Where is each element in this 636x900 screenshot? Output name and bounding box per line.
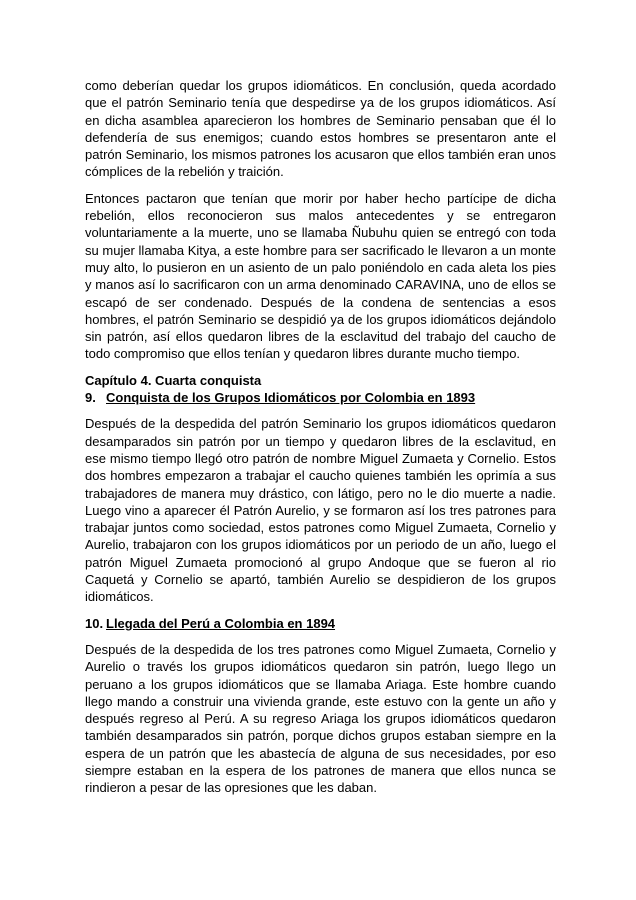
paragraph: Entonces pactaron que tenían que morir por haber hecho partícipe de dicha rebelión, ellos reconocieron sus malos antecedentes y se entregaron voluntariamente a la muerte, uno se llamaba Ñubuhu quien se entregó con toda su mujer llamaba Kitya, a este hombre para ser sacrificado le llevaron a un monte muy alto, lo pusieron en un asiento de un palo poniéndolo en cada aleta los pies y manos así lo sacrificaron con un arma denominado CARAVINA, uno de ellos se escapó de ser condenado. Después de la condena de sentencias a esos hombres, el patrón Seminario se despidió ya de los grupos idiomáticos dejándolo sin patrón, así ellos quedaron libres de la esclavitud del trabajo del caucho de todo compromiso que ellos tenían y quedaron libres durante mucho tiempo. [85, 190, 556, 362]
paragraph-continuation: como deberían quedar los grupos idiomáticos. En conclusión, queda acordado que el patrón Seminario tenía que despedirse ya de los grupos idiomáticos. Así en dicha asamblea aparecieron los hombres de Seminario pensaban que él lo defendería de sus enemigos; cuando estos hombres se presentaron ante el patrón Seminario, los mismos patrones los acusaron que ellos también eran unos cómplices de la rebelión y traición. [85, 78, 556, 180]
document-content [85, 77, 556, 806]
section-number: 9. [85, 390, 96, 406]
paragraph: Después de la despedida de los tres patrones como Miguel Zumaeta, Cornelio y Aurelio o través los grupos idiomáticos quedaron sin patrón, luego llego un peruano a los grupos idiomáticos que se llamaba Ariaga. Este hombre cuando llego mando a construir una vivienda grande, este estuvo con la gente un año y después regreso al Perú. A su regreso Ariaga los grupos idiomáticos quedaron también desamparados sin patrón, porque dichos grupos estaban siempre en la espera de un patrón que les abastecía de alguna de sus necesidades, por eso siempre estaban en la espera de los patrones de manera que ellos nunca se rindieron a pesar de las opresiones que les daban. [85, 641, 556, 796]
paragraph: Después de la despedida del patrón Seminario los grupos idiomáticos quedaron desamparados sin patrón por un tiempo y quedaron libres de la esclavitud, en ese mismo tiempo llegó otro patrón de nombre Miguel Zumaeta y Cornelio. Estos dos hombres empezaron a trabajar el caucho quienes también les oprimía a sus trabajadores de manera muy drástico, con látigo, pero no le dio muerte a nadie. Luego vino a aparecer él Patrón Aurelio, y se formaron así los tres patrones para trabajar juntos como sociedad, estos patrones como Miguel Zumaeta, Cornelio y Aurelio, trabajaron con los grupos idiomáticos por un periodo de un año, luego el patrón Miguel Zumaeta promocionó al grupo Andoque que se fueron al rio Caquetá y Cornelio se apartó, también Aurelio se despidieron de los grupos idiomáticos. [85, 416, 556, 605]
chapter-heading: Capítulo 4. Cuarta conquista [85, 372, 262, 388]
section-heading-9 [85, 389, 556, 406]
section-heading-10 [85, 615, 556, 632]
section-title: Conquista de los Grupos Idiomáticos por Colombia en 1893 [106, 390, 476, 406]
section-title: Llegada del Perú a Colombia en 1894 [106, 615, 336, 631]
section-number: 10. [85, 615, 104, 631]
